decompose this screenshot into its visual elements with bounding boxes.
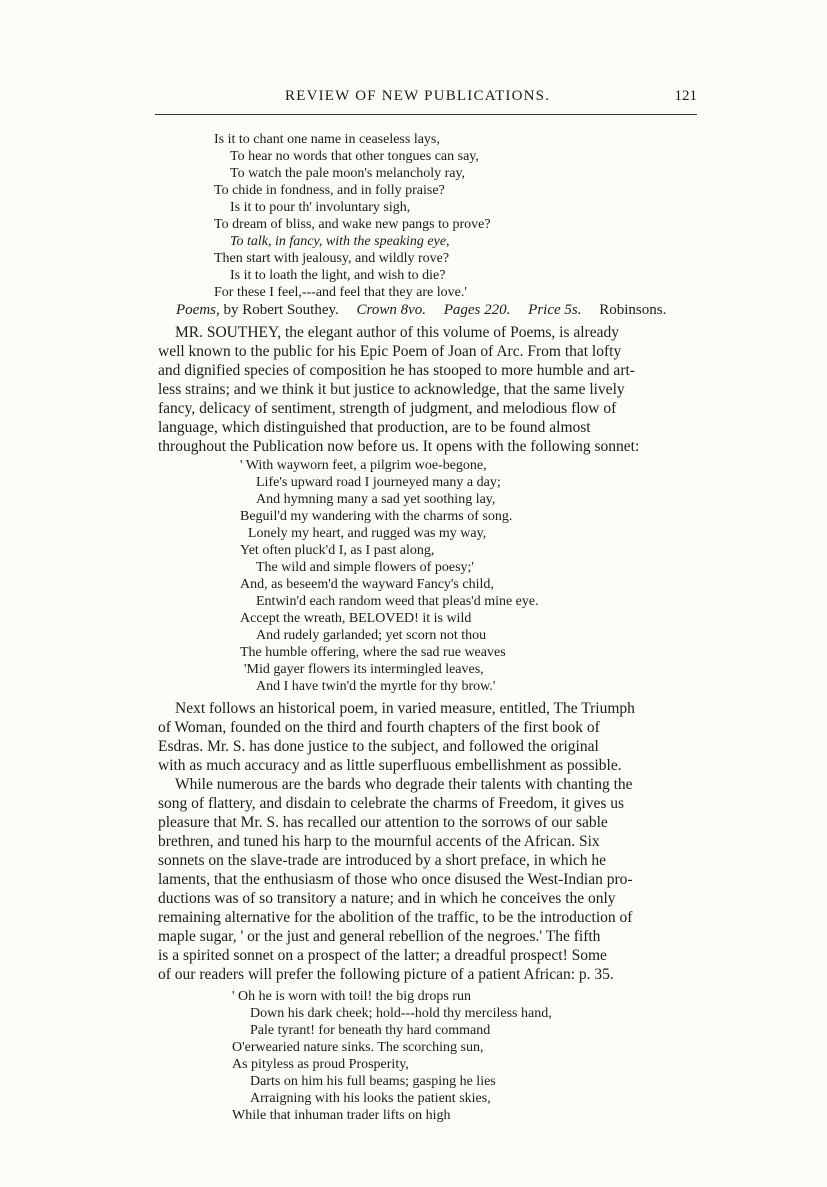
verse-line: As pityless as proud Prosperity, — [232, 1057, 409, 1072]
page-number: 121 — [674, 88, 697, 104]
verse-line: And rudely garlanded; yet scorn not thou — [256, 628, 487, 643]
prose-line: with as much accuracy and as little superfluous embellishment as possible. — [158, 757, 622, 774]
verse-line: To watch the pale moon's melancholy ray, — [230, 166, 466, 181]
verse-line: And I have twin'd the myrtle for thy brow.' — [256, 679, 496, 694]
verse-line: Pale tyrant! for beneath thy hard command — [250, 1023, 491, 1038]
verse-line: Accept the wreath, BELOVED! it is wild — [240, 611, 472, 626]
verse-line: And hymning many a sad yet soothing lay, — [256, 492, 496, 507]
verse-line: Is it to pour th' involuntary sigh, — [230, 200, 411, 215]
prose-line: laments, that the enthusiasm of those who once disused the West-Indian pro- — [158, 871, 633, 888]
prose-line: remaining alternative for the abolition of the traffic, to be the introduction of — [158, 909, 633, 926]
verse-line: To hear no words that other tongues can say, — [230, 149, 479, 164]
prose-line: of Woman, founded on the third and fourth chapters of the first book of — [158, 719, 600, 736]
citation-pages: Pages 220. — [443, 302, 511, 318]
verse-line: For these I feel,---and feel that they are love.' — [214, 285, 467, 300]
prose-line: sonnets on the slave-trade are introduced by a short preface, in which he — [158, 852, 607, 869]
verse-line: Down his dark cheek; hold---hold thy merciless hand, — [250, 1006, 552, 1021]
citation-price: Price 5s. — [528, 302, 582, 318]
verse-line: And, as beseem'd the wayward Fancy's child, — [240, 577, 494, 592]
citation-title: Poems, — [176, 302, 220, 318]
verse-line: The humble offering, where the sad rue weaves — [240, 645, 506, 660]
prose-line: pleasure that Mr. S. has recalled our attention to the sorrows of our sable — [158, 814, 608, 831]
book-citation — [176, 302, 666, 319]
citation-format: Crown 8vo. — [356, 302, 426, 318]
prose-line: of our readers will prefer the following picture of a patient African: p. 35. — [158, 966, 614, 983]
verse-line: To chide in fondness, and in folly praise? — [214, 183, 445, 198]
prose-line: MR. SOUTHEY, the elegant author of this volume of Poems, is already — [175, 324, 619, 341]
prose-line: brethren, and tuned his harp to the mournful accents of the African. Six — [158, 833, 600, 850]
prose-line: well known to the public for his Epic Poem of Joan of Arc. From that lofty — [158, 343, 622, 360]
verse-line: ' With wayworn feet, a pilgrim woe-begone, — [240, 458, 487, 473]
verse-line: While that inhuman trader lifts on high — [232, 1108, 451, 1123]
verse-line: Then start with jealousy, and wildly rove? — [214, 251, 450, 266]
prose-line: language, which distinguished that production, are to be found almost — [158, 419, 591, 436]
verse-line: The wild and simple flowers of poesy;' — [256, 560, 474, 575]
prose-line: is a spirited sonnet on a prospect of the latter; a dreadful prospect! Some — [158, 947, 607, 964]
prose-line: Next follows an historical poem, in varied measure, entitled, The Triumph — [175, 700, 635, 717]
running-head: REVIEW OF NEW PUBLICATIONS. — [285, 88, 551, 104]
verse-line: Life's upward road I journeyed many a day; — [256, 475, 501, 490]
prose-line: less strains; and we think it but justice to acknowledge, that the same lively — [158, 381, 625, 398]
verse-line: Arraigning with his looks the patient skies, — [250, 1091, 491, 1106]
citation-author: by Robert Southey. — [223, 302, 339, 318]
prose-line: throughout the Publication now before us. It opens with the following sonnet: — [158, 438, 640, 455]
prose-line: While numerous are the bards who degrade their talents with chanting the — [175, 776, 633, 793]
verse-line: O'erwearied nature sinks. The scorching sun, — [232, 1040, 484, 1055]
prose-line: fancy, delicacy of sentiment, strength of judgment, and melodious flow of — [158, 400, 617, 417]
prose-line: maple sugar, ' or the just and general rebellion of the negroes.' The fifth — [158, 928, 601, 945]
verse-line: 'Mid gayer flowers its intermingled leaves, — [244, 662, 484, 677]
verse-line: Darts on him his full beams; gasping he lies — [250, 1074, 496, 1089]
verse-line: Lonely my heart, and rugged was my way, — [248, 526, 487, 541]
verse-line: Beguil'd my wandering with the charms of song. — [240, 509, 513, 524]
verse-line: To dream of bliss, and wake new pangs to prove? — [214, 217, 491, 232]
verse-line: Yet often pluck'd I, as I past along, — [240, 543, 435, 558]
prose-line: Esdras. Mr. S. has done justice to the subject, and followed the original — [158, 738, 599, 755]
prose-line: ductions was of so transitory a nature; and in which he conceives the only — [158, 890, 616, 907]
prose-line: and dignified species of composition he has stooped to more humble and art- — [158, 362, 635, 379]
prose-line: song of flattery, and disdain to celebrate the charms of Freedom, it gives us — [158, 795, 625, 812]
verse-line: Entwin'd each random weed that pleas'd mine eye. — [256, 594, 539, 609]
verse-line: Is it to loath the light, and wish to die? — [230, 268, 446, 283]
verse-line: ' Oh he is worn with toil! the big drops run — [232, 989, 471, 1004]
verse-line: Is it to chant one name in ceaseless lays, — [214, 132, 440, 147]
page-header — [155, 88, 697, 115]
citation-publisher: Robinsons. — [599, 302, 667, 318]
verse-line: To talk, in fancy, with the speaking eye, — [230, 234, 450, 249]
